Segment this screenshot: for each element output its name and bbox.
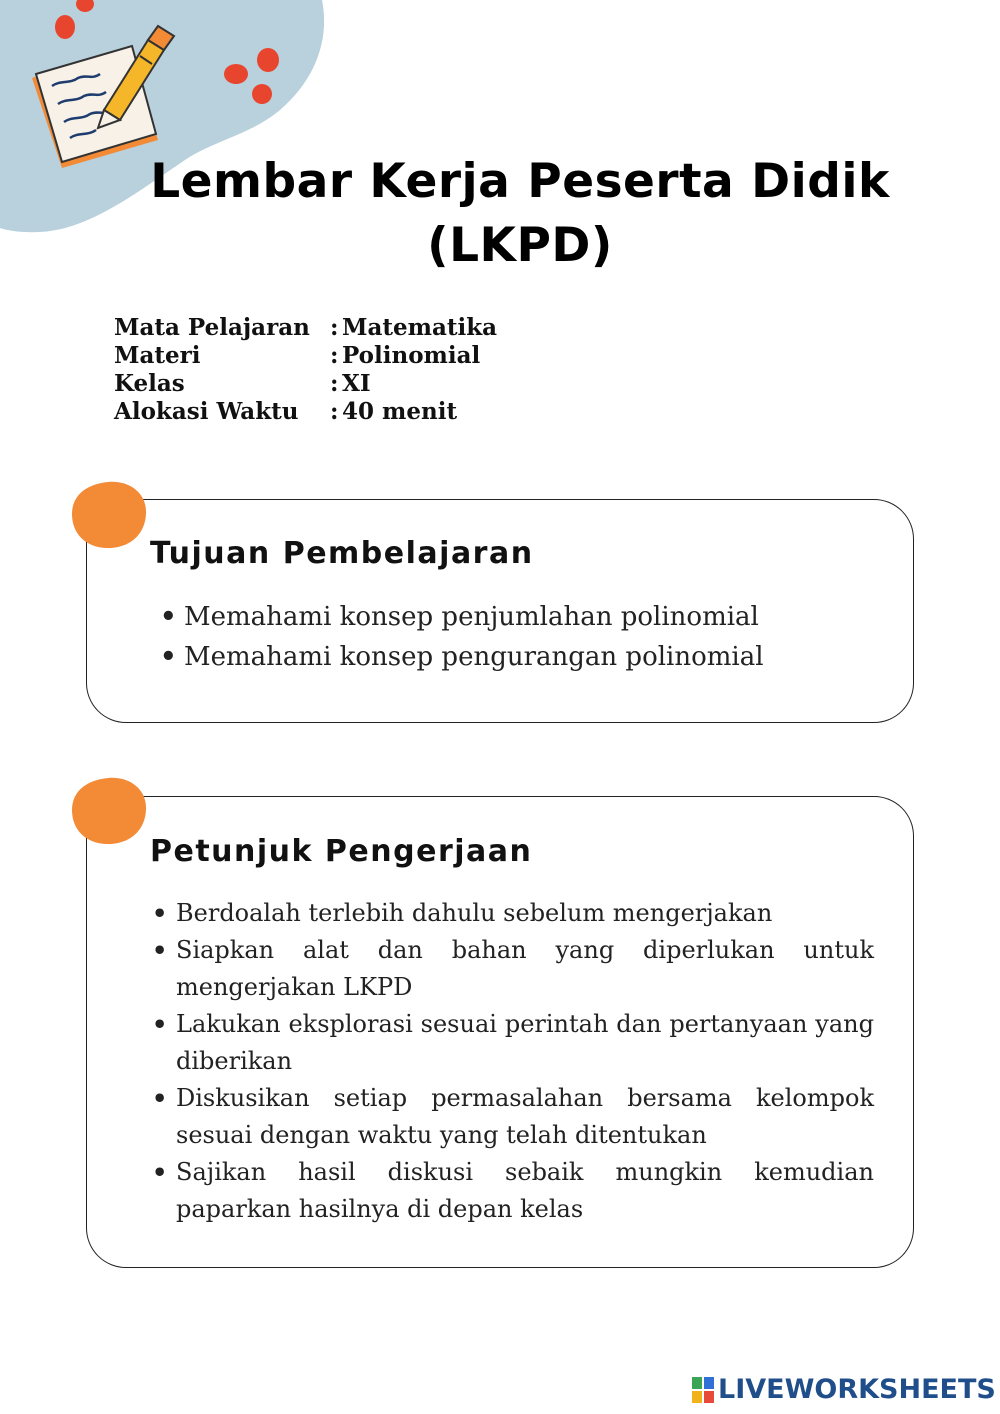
info-separator: : <box>330 342 339 369</box>
info-value: XI <box>342 370 371 397</box>
liveworksheets-brand <box>692 1374 996 1405</box>
learning-objectives-list <box>160 597 860 677</box>
petal <box>224 64 248 84</box>
page-title-line-1: Lembar Kerja Peserta Didik <box>150 154 890 209</box>
identity-info <box>114 314 497 426</box>
info-separator: : <box>330 398 339 425</box>
info-row-material <box>114 342 497 370</box>
info-value: 40 menit <box>342 398 458 425</box>
liveworksheets-brand-text: LIVEWORKSHEETS <box>718 1374 996 1405</box>
info-label: Alokasi Waktu <box>114 398 299 425</box>
info-separator: : <box>330 314 339 341</box>
list-item: • Diskusikan setiap permasalahan bersama kelompok sesuai dengan waktu yang telah ditentukan <box>152 1080 874 1154</box>
info-separator: : <box>330 370 339 397</box>
list-item: • Memahami konsep penjumlahan polinomial <box>160 597 860 637</box>
petal <box>252 84 272 104</box>
info-row-class <box>114 370 497 398</box>
petal <box>257 48 279 72</box>
learning-objectives-heading: Tujuan Pembelajaran <box>150 536 534 571</box>
list-item: • Lakukan eksplorasi sesuai perintah dan pertanyaan yang diberikan <box>152 1006 874 1080</box>
instructions-list <box>152 895 874 1228</box>
list-item: • Berdoalah terlebih dahulu sebelum mengerjakan <box>152 895 874 932</box>
info-label: Kelas <box>114 370 185 397</box>
info-label: Materi <box>114 342 201 369</box>
petal <box>55 15 75 39</box>
instructions-heading: Petunjuk Pengerjaan <box>150 834 533 869</box>
info-row-time <box>114 398 497 426</box>
info-value: Matematika <box>342 314 498 341</box>
list-item: • Sajikan hasil diskusi sebaik mungkin kemudian paparkan hasilnya di depan kelas <box>152 1154 874 1228</box>
list-item: • Siapkan alat dan bahan yang diperlukan untuk mengerjakan LKPD <box>152 932 874 1006</box>
info-row-subject <box>114 314 497 342</box>
orange-blob-decoration <box>70 480 148 550</box>
orange-blob-decoration <box>70 776 148 846</box>
page-title <box>100 150 940 278</box>
liveworksheets-logo-icon <box>692 1377 714 1403</box>
info-value: Polinomial <box>342 342 481 369</box>
list-item: • Memahami konsep pengurangan polinomial <box>160 637 860 677</box>
page-title-line-2: (LKPD) <box>427 218 613 273</box>
info-label: Mata Pelajaran <box>114 314 310 341</box>
